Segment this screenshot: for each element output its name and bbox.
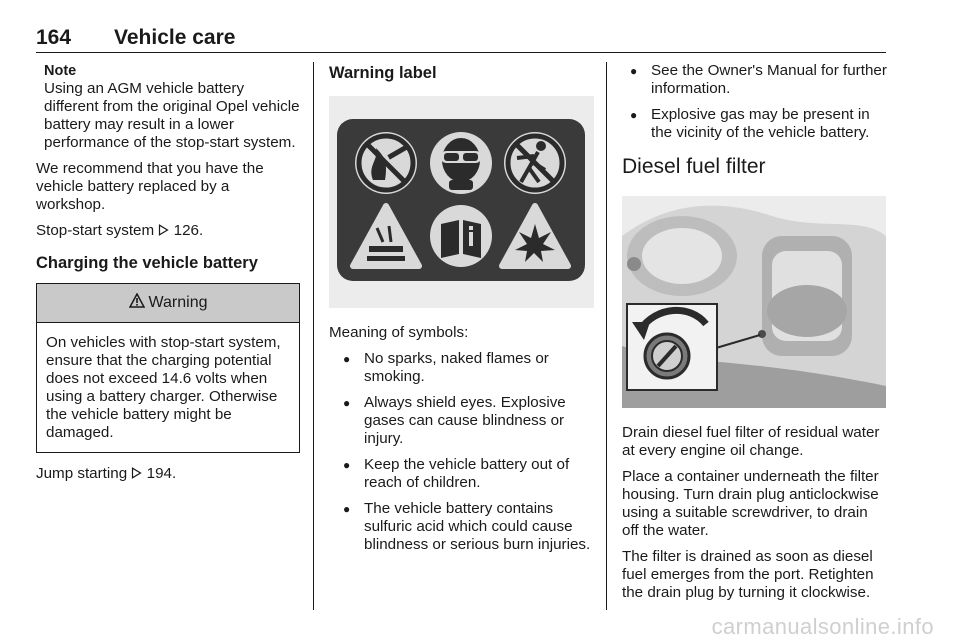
jump-start-reference bbox=[36, 465, 300, 483]
charging-heading: Charging the vehicle battery bbox=[36, 254, 258, 272]
drain-complete-paragraph: The filter is drained as soon as diesel fuel emerges from the port. Retighten the drain plug by turning it clockwise. bbox=[622, 548, 874, 601]
page-header bbox=[36, 26, 886, 53]
stop-start-reference bbox=[36, 222, 300, 240]
note-title: Note bbox=[44, 63, 77, 79]
eye-protection-icon bbox=[430, 132, 492, 194]
read-manual-icon bbox=[430, 205, 492, 267]
note-block bbox=[36, 62, 300, 152]
note-text: Using an AGM vehicle battery different from the original Opel vehicle battery may result in a lower performance of the stop-start system. bbox=[44, 80, 300, 151]
triangle-right-outline-icon bbox=[158, 222, 169, 239]
list-item: ● The vehicle battery contains sulfuric acid which could cause blindness or serious burn injuries. bbox=[343, 500, 594, 554]
no-flames-icon bbox=[355, 132, 417, 194]
symbol-meaning-list-continued bbox=[630, 62, 888, 142]
warning-triangle-icon bbox=[129, 293, 145, 313]
right-column bbox=[622, 62, 888, 610]
meaning-of-symbols: Meaning of symbols: bbox=[329, 324, 469, 341]
list-item: ● Explosive gas may be present in the vicinity of the vehicle battery. bbox=[630, 106, 888, 142]
page-number: 164 bbox=[36, 26, 72, 49]
battery-warning-label-image bbox=[329, 96, 594, 308]
left-column bbox=[36, 62, 300, 491]
jump-start-text: Jump starting bbox=[36, 465, 128, 482]
stop-start-page-ref: 126. bbox=[173, 222, 204, 239]
section-title: Vehicle care bbox=[114, 26, 236, 49]
column-divider-1 bbox=[313, 62, 314, 610]
triangle-right-outline-icon bbox=[131, 465, 142, 482]
warning-text: On vehicles with stop-start system, ensure that the charging potential does not exceed 14.6 volts when using a battery charger. Otherwise the vehicle battery might be damaged. bbox=[46, 334, 281, 441]
list-item: ● See the Owner's Manual for further information. bbox=[630, 62, 888, 98]
watermark: carmanualsonline.info bbox=[711, 614, 934, 639]
keep-children-away-icon bbox=[504, 132, 566, 194]
diesel-filter-drain-plug-image bbox=[622, 196, 886, 408]
warning-header bbox=[37, 284, 299, 323]
list-item: ● Always shield eyes. Explosive gases can cause blindness or injury. bbox=[343, 394, 594, 448]
warning-label: Warning bbox=[148, 294, 208, 311]
diesel-fuel-filter-heading: Diesel fuel filter bbox=[622, 155, 766, 178]
symbol-meaning-list bbox=[343, 350, 594, 554]
jump-start-page-ref: 194. bbox=[146, 465, 177, 482]
column-divider-2 bbox=[606, 62, 607, 610]
list-item: ● Keep the vehicle battery out of reach of children. bbox=[343, 456, 594, 492]
warning-label-heading: Warning label bbox=[329, 64, 437, 82]
list-item: ● No sparks, naked flames or smoking. bbox=[343, 350, 594, 386]
middle-column bbox=[329, 62, 594, 562]
drain-procedure-paragraph: Place a container underneath the filter housing. Turn drain plug anticlockwise using a suitable screwdriver, to drain off the water. bbox=[622, 468, 879, 539]
stop-start-text: Stop-start system bbox=[36, 222, 155, 239]
drain-interval-paragraph: Drain diesel fuel filter of residual water at every engine oil change. bbox=[622, 424, 880, 459]
workshop-paragraph: We recommend that you have the vehicle battery replaced by a workshop. bbox=[36, 160, 264, 213]
warning-box bbox=[36, 283, 300, 453]
